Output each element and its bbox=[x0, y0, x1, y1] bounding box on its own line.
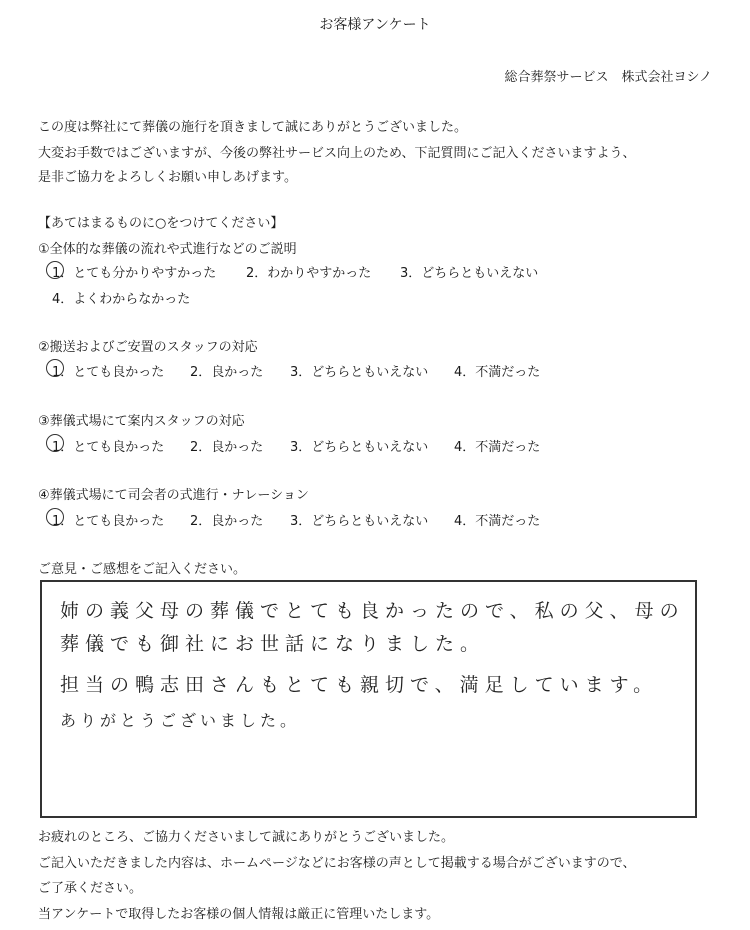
footer-line-3: ご了承ください。 bbox=[38, 881, 143, 896]
instruction-text: 【あてはまるものに○をつけてください】 bbox=[38, 216, 284, 231]
q3-option-4[interactable]: 4．不満だった bbox=[454, 440, 541, 455]
q1-option-2[interactable]: 2．わかりやすかった bbox=[246, 266, 372, 281]
handwritten-line-1: 姉の義父母の葬儀でとても良かったので、私の父、母の bbox=[60, 600, 685, 622]
q1-option-3[interactable]: 3．どちらともいえない bbox=[400, 266, 539, 281]
q2-option-4[interactable]: 4．不満だった bbox=[454, 365, 541, 380]
question-3-title: ③葬儀式場にて案内スタッフの対応 bbox=[38, 414, 245, 429]
handwritten-line-2: 葬儀でも御社にお世話になりました。 bbox=[60, 633, 486, 655]
q1-option-1[interactable]: 1．とても分かりやすかった bbox=[52, 266, 217, 281]
q3-option-1[interactable]: 1．とても良かった bbox=[52, 440, 165, 455]
q4-option-1[interactable]: 1．とても良かった bbox=[52, 514, 165, 529]
intro-line-1: この度は弊社にて葬儀の施行を頂きまして誠にありがとうございました。 bbox=[38, 120, 468, 135]
comments-label: ご意見・ご感想をご記入ください。 bbox=[38, 562, 247, 577]
q4-option-4[interactable]: 4．不満だった bbox=[454, 514, 541, 529]
footer-line-1: お疲れのところ、ご協力くださいまして誠にありがとうございました。 bbox=[38, 830, 455, 845]
footer-line-4: 当アンケートで取得したお客様の個人情報は厳正に管理いたします。 bbox=[38, 907, 440, 922]
q2-option-2[interactable]: 2．良かった bbox=[190, 365, 264, 380]
intro-line-3: 是非ご協力をよろしくお願い申しあげます。 bbox=[38, 170, 297, 185]
q1-option-4[interactable]: 4．よくわからなかった bbox=[52, 292, 191, 307]
page-title: お客様アンケート bbox=[319, 17, 431, 33]
question-2-title: ②搬送およびご安置のスタッフの対応 bbox=[38, 340, 258, 355]
question-4-title: ④葬儀式場にて司会者の式進行・ナレーション bbox=[38, 488, 309, 503]
company-name: 総合葬祭サービス 株式会社ヨシノ bbox=[504, 70, 712, 85]
q2-option-3[interactable]: 3．どちらともいえない bbox=[290, 365, 429, 380]
question-1-title: ①全体的な葬儀の流れや式進行などのご説明 bbox=[38, 242, 297, 257]
q2-option-1[interactable]: 1．とても良かった bbox=[52, 365, 165, 380]
handwritten-line-4: ありがとうございました。 bbox=[60, 711, 301, 730]
footer-line-2: ご記入いただきました内容は、ホームページなどにお客様の声として掲載する場合がございますので、 bbox=[38, 856, 636, 871]
q4-option-2[interactable]: 2．良かった bbox=[190, 514, 264, 529]
intro-line-2: 大変お手数ではございますが、今後の弊社サービス向上のため、下記質問にご記入くださいますよう、 bbox=[38, 146, 636, 161]
q4-option-3[interactable]: 3．どちらともいえない bbox=[290, 514, 429, 529]
comments-box bbox=[40, 580, 697, 818]
q3-option-3[interactable]: 3．どちらともいえない bbox=[290, 440, 429, 455]
handwritten-line-3: 担当の鴨志田さんもとても親切で、満足しています。 bbox=[60, 674, 659, 696]
q3-option-2[interactable]: 2．良かった bbox=[190, 440, 264, 455]
